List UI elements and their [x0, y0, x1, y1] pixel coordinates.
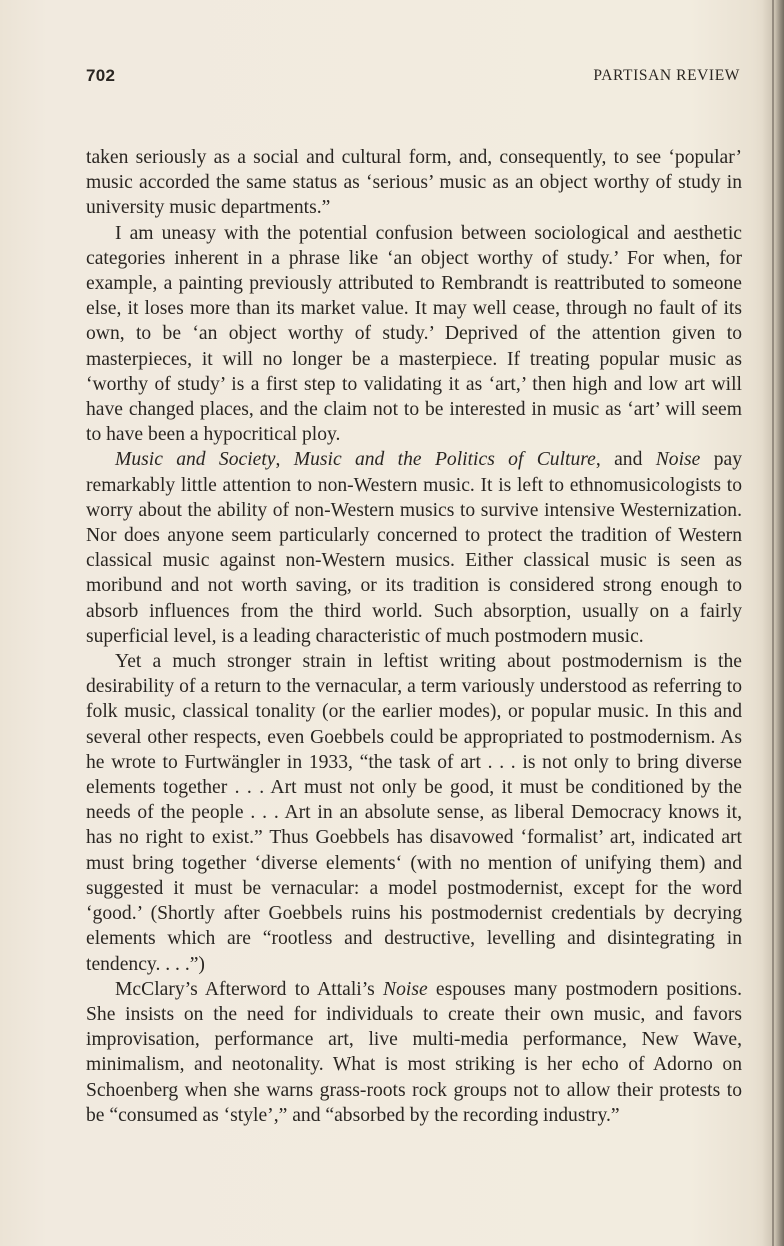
paragraph [86, 221, 742, 448]
page-number: 702 [86, 66, 116, 85]
text-run: espouses many postmodern positions. She insists on the need for individuals to create their own music, and favors improvisation, performance art, live multi-media performance, New Wave, minimalism, and neotonality. What is most striking is her echo of Adorno on Schoenberg when she warns grass-roots rock groups not to allow their protests to be “consumed as ‘style’,” and “absorbed by the recording industry.” [86, 978, 742, 1126]
paragraph [86, 649, 742, 977]
text-run: , and [595, 449, 656, 471]
paragraph [86, 145, 742, 221]
running-head: PARTISAN REVIEW [593, 67, 740, 84]
paragraph [86, 977, 742, 1128]
text-run: taken seriously as a social and cultural form, and, consequently, to see ‘popular’ music accorded the same status as ‘serious’ music as an object worthy of study in university music departments.” [86, 147, 742, 219]
body-text [86, 145, 742, 1128]
page-edge-line [772, 0, 774, 1246]
italic-title: Noise [383, 978, 428, 1000]
text-run: McClary’s Afterword to Attali’s [115, 978, 384, 1000]
italic-title: Music and Society [115, 449, 276, 471]
paragraph [86, 447, 742, 649]
text-run: Yet a much stronger strain in leftist writing about postmodernism is the desirability of a return to the vernacular, a term variously understood as referring to folk music, classical tonality (or the earlier modes), or popular music. In this and several other respects, even Goebbels could be appropriated to postmodernism. As he wrote to Furtwängler in 1933, “the task of art . . . is not only to bring diverse elements together . . . Art must not only be good, it must be conditioned by the needs of the people . . . Art in an absolute sense, as liberal Democracy knows it, has no right to exist.” Thus Goebbels has disavowed ‘formalist’ art, indicated art must bring together ‘diverse elements‘ (with no mention of unifying them) and suggested it must be vernacular: a model postmodernist, except for the word ‘good.’ (Shortly after Goebbels ruins his postmodernist credentials by decrying elements which are “rootless and destructive, levelling and disintegrating in tendency. . . .”) [86, 651, 742, 975]
text-run: I am uneasy with the potential confusion between sociological and aesthetic categories inherent in a phrase like ‘an object worthy of study.’ For when, for example, a painting previously attributed to Rembrandt is reattributed to someone else, it loses more than its market value. It may well cease, through no fault of its own, to be ‘an object worthy of study.’ Deprived of the attention given to masterpieces, it will no longer be a masterpiece. If treating popular music as ‘worthy of study’ is a first step to validating it as ‘art,’ then high and low art will have changed places, and the claim not to be interested in music as ‘art’ will seem to have been a hypocritical ploy. [86, 222, 742, 446]
page-header [86, 66, 740, 96]
italic-title: Music and the Politics of Culture [293, 449, 596, 471]
text-run: , [275, 449, 294, 471]
text-run: pay remarkably little attention to non-Western music. It is left to ethnomusicologists to worry about the ability of non-Western musics to survive intensive Westernization. Nor does anyone seem particularly concerned to protect the tradition of Western classical music against non-Western musics. Either classical music is seen as moribund and not worth saving, or its tradition is considered strong enough to absorb influences from the third world. Such absorption, usually on a fairly superficial level, is a leading characteristic of much postmodern music. [86, 449, 742, 647]
italic-title: Noise [655, 449, 701, 471]
